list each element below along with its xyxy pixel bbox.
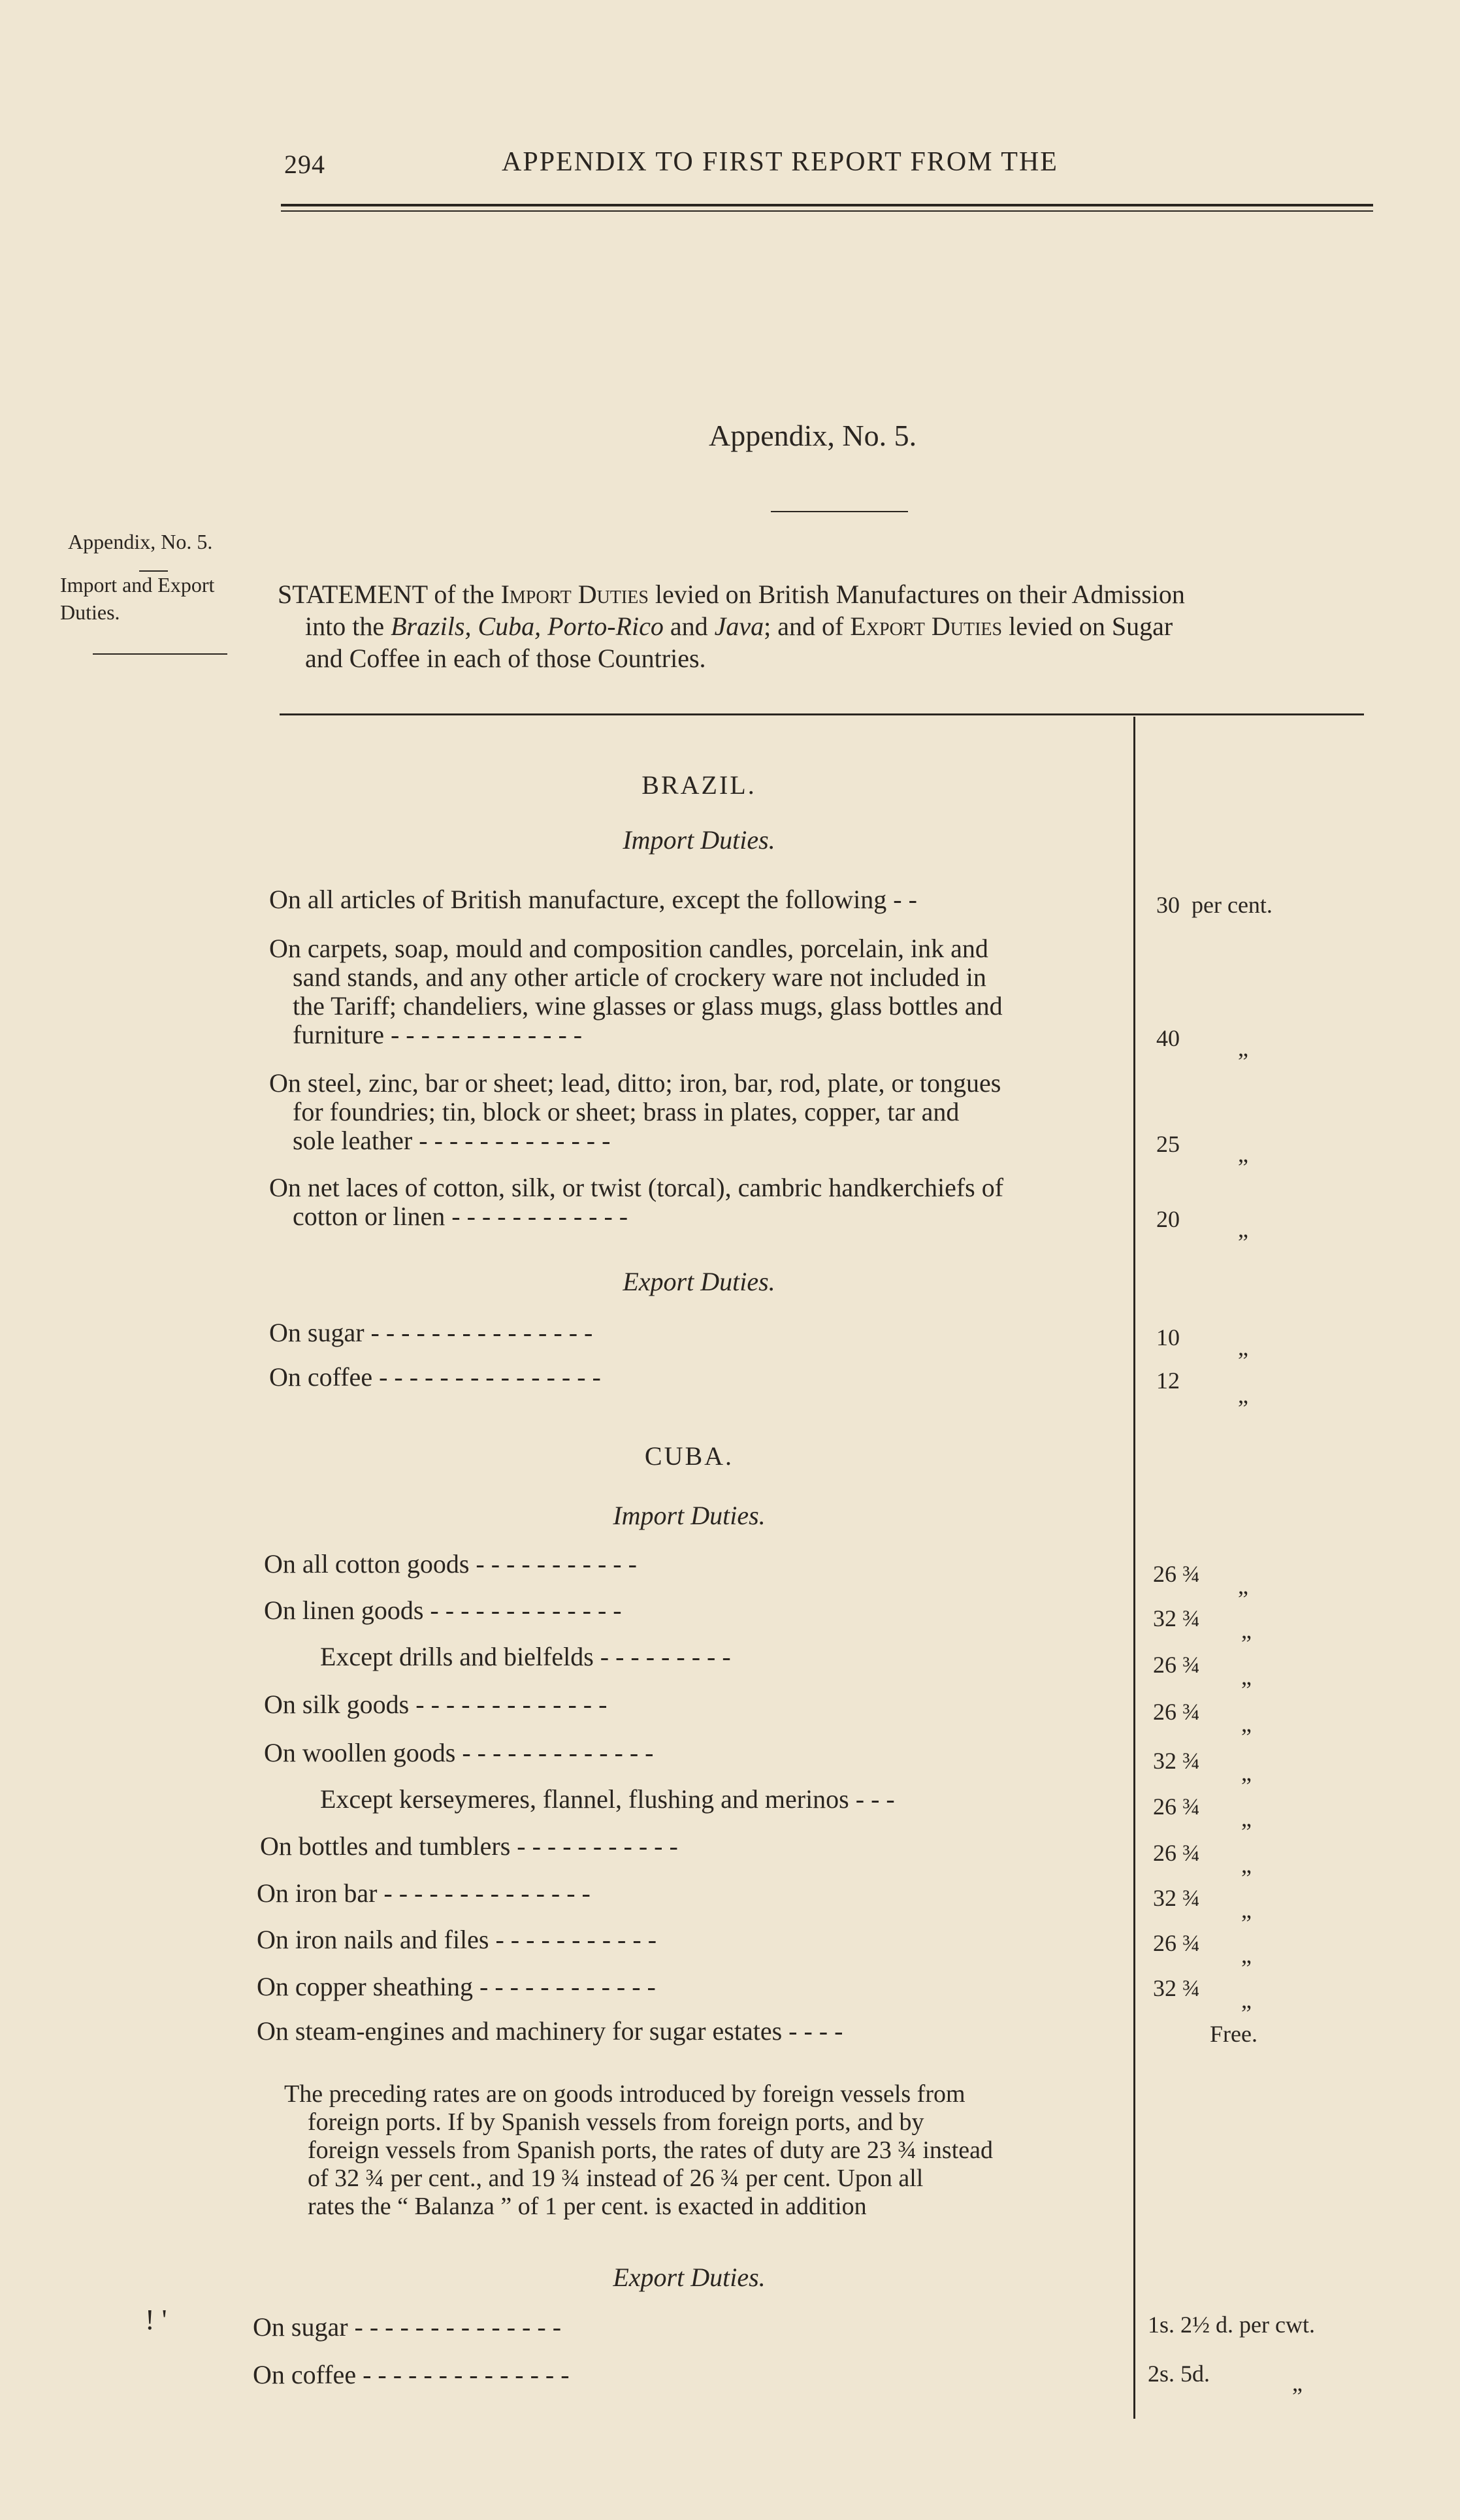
ditto-mark: „: [1238, 1141, 1248, 1167]
appendix-title: Appendix, No. 5.: [709, 419, 917, 452]
statement-italic: Brazils, Cuba, Porto-Rico: [391, 612, 664, 641]
cuba-row-value: 26 ¾: [1153, 1561, 1200, 1587]
cuba-export-coffee-value: 2s. 5d.: [1148, 2361, 1210, 2387]
cuba-row: Except drills and bielfelds - - - - - - - - -: [320, 1642, 731, 1671]
statement-text: and Coffee in each of those Countries.: [305, 644, 706, 673]
section-title-brazil: BRAZIL.: [641, 770, 756, 800]
cuba-import-heading: Import Duties.: [613, 1501, 766, 1530]
ditto-mark: „: [1241, 1805, 1252, 1831]
brazil-row-3: [269, 1173, 1138, 1231]
brazil-export-sugar-value: 10: [1156, 1324, 1180, 1350]
cuba-row-value: 32 ¾: [1153, 1748, 1200, 1774]
row-line: for foundries; tin, block or sheet; brass in plates, copper, tar and: [293, 1097, 960, 1126]
cuba-export-coffee: On coffee - - - - - - - - - - - - - -: [253, 2360, 570, 2389]
brazil-row-3-value: 20: [1156, 1206, 1180, 1232]
brazil-row-2: [269, 1069, 1138, 1155]
statement-text: levied on Sugar: [1002, 612, 1173, 641]
margin-note: [60, 528, 214, 626]
brazil-row-1: [269, 934, 1138, 1049]
row-line: sole leather - - - - - - - - - - - - -: [293, 1126, 611, 1155]
cuba-row: On iron nails and files - - - - - - - - - - -: [257, 1925, 657, 1954]
row-line: the Tariff; chandeliers, wine glasses or glass mugs, glass bottles and: [293, 991, 1003, 1021]
brazil-export-coffee: On coffee - - - - - - - - - - - - - - -: [269, 1362, 601, 1392]
ditto-mark: „: [1241, 1710, 1252, 1737]
margin-note-line: Duties.: [60, 600, 120, 624]
statement-text: levied on British Manufactures on their Admission: [648, 580, 1185, 609]
statement-text: into the: [305, 612, 391, 641]
cuba-row-value: 32 ¾: [1153, 1975, 1200, 2001]
margin-note-line: Appendix, No. 5.: [68, 530, 213, 553]
cuba-note: [284, 2080, 1101, 2221]
cuba-export-heading: Export Duties.: [613, 2263, 766, 2292]
statement-italic: Java: [714, 612, 764, 641]
row-line: sand stands, and any other article of crockery ware not included in: [293, 962, 986, 992]
appendix-title-rule: [771, 511, 908, 512]
statement-text: and: [663, 612, 715, 641]
section-title-cuba: CUBA.: [644, 1441, 734, 1471]
ditto-mark: „: [1238, 1573, 1248, 1599]
statement-text: ; and of: [764, 612, 851, 641]
brazil-export-heading: Export Duties.: [623, 1267, 775, 1296]
header-rule-thin: [281, 210, 1373, 212]
cuba-row: On bottles and tumblers - - - - - - - - - - -: [260, 1831, 678, 1861]
value-number: 30: [1156, 892, 1180, 918]
brazil-export-coffee-value: 12: [1156, 1367, 1180, 1394]
ditto-mark: „: [1241, 1987, 1252, 2013]
cuba-row-value: 26 ¾: [1153, 1652, 1200, 1678]
ditto-mark: „: [1292, 2370, 1303, 2396]
running-title: APPENDIX TO FIRST REPORT FROM THE: [502, 147, 1058, 177]
row-line: On carpets, soap, mould and composition candles, porcelain, ink and: [269, 934, 988, 963]
ditto-mark: „: [1241, 1852, 1252, 1878]
cuba-row-value: 32 ¾: [1153, 1885, 1200, 1911]
statement-smallcaps: Import Duties: [500, 580, 649, 609]
cuba-export-sugar: On sugar - - - - - - - - - - - - - -: [253, 2312, 562, 2342]
brazil-import-heading: Import Duties.: [623, 825, 775, 855]
brazil-export-sugar: On sugar - - - - - - - - - - - - - - -: [269, 1318, 593, 1347]
cuba-row-value: 26 ¾: [1153, 1930, 1200, 1956]
cuba-row: Except kerseymeres, flannel, flushing and merinos - - -: [320, 1784, 895, 1814]
note-line: foreign ports. If by Spanish vessels from foreign ports, and by: [308, 2108, 924, 2136]
row-line: On all articles of British manufacture, except the following - -: [269, 885, 917, 914]
cuba-row: On linen goods - - - - - - - - - - - - -: [264, 1595, 622, 1625]
cuba-row-value: 26 ¾: [1153, 1793, 1200, 1820]
margin-mark: ! ': [145, 2304, 167, 2336]
ditto-mark: „: [1241, 1897, 1252, 1923]
statement-smallcaps: Export Duties: [850, 612, 1003, 641]
ditto-mark: „: [1241, 1759, 1252, 1786]
ditto-mark: „: [1238, 1216, 1248, 1242]
brazil-row-1-value: 40: [1156, 1025, 1180, 1051]
cuba-row: On all cotton goods - - - - - - - - - - -: [264, 1549, 637, 1579]
row-line: On steel, zinc, bar or sheet; lead, ditto; iron, bar, rod, plate, or tongues: [269, 1068, 1001, 1098]
note-line: foreign vessels from Spanish ports, the rates of duty are 23 ¾ instead: [308, 2136, 993, 2164]
ditto-mark: „: [1241, 1663, 1252, 1690]
cuba-row: On steam-engines and machinery for sugar estates - - - -: [257, 2016, 843, 2046]
cuba-row: On woollen goods - - - - - - - - - - - - -: [264, 1738, 654, 1767]
brazil-row-2-value: 25: [1156, 1131, 1180, 1157]
cuba-row-value: Free.: [1210, 2021, 1257, 2047]
row-line: On net laces of cotton, silk, or twist (torcal), cambric handkerchiefs of: [269, 1173, 1004, 1202]
brazil-row-0: [269, 885, 1138, 914]
ditto-mark: „: [1238, 1382, 1248, 1408]
statement-text: STATEMENT of the: [278, 580, 501, 609]
margin-rule: [93, 653, 227, 655]
row-line: cotton or linen - - - - - - - - - - - -: [293, 1202, 628, 1231]
ditto-mark: „: [1238, 1334, 1248, 1360]
header-rule-thick: [281, 204, 1373, 206]
note-line: The preceding rates are on goods introduced by foreign vessels from: [284, 2080, 965, 2108]
ditto-mark: „: [1238, 1035, 1248, 1061]
page-number: 294: [284, 150, 325, 179]
cuba-row-value: 26 ¾: [1153, 1840, 1200, 1866]
cuba-row: On iron bar - - - - - - - - - - - - - -: [257, 1878, 591, 1908]
cuba-export-sugar-value: 1s. 2½ d. per cwt.: [1148, 2312, 1315, 2338]
ditto-mark: „: [1241, 1942, 1252, 1968]
cuba-row: On silk goods - - - - - - - - - - - - -: [264, 1690, 608, 1719]
cuba-row: On copper sheathing - - - - - - - - - - - -: [257, 1972, 656, 2001]
note-line: of 32 ¾ per cent., and 19 ¾ instead of 26 ¾ per cent. Upon all: [308, 2165, 924, 2192]
margin-note-line: Import and Export: [60, 573, 215, 597]
ditto-mark: „: [1241, 1617, 1252, 1643]
cuba-row-value: 26 ¾: [1153, 1699, 1200, 1725]
note-line: rates the “ Balanza ” of 1 per cent. is exacted in addition: [308, 2193, 867, 2220]
brazil-row-0-value: [1156, 891, 1273, 919]
cuba-row-value: 32 ¾: [1153, 1605, 1200, 1631]
statement-rule: [280, 713, 1364, 715]
row-line: furniture - - - - - - - - - - - - -: [293, 1020, 583, 1049]
statement-heading: [278, 578, 1355, 674]
margin-dash: [139, 570, 168, 572]
value-unit: per cent.: [1192, 892, 1273, 918]
